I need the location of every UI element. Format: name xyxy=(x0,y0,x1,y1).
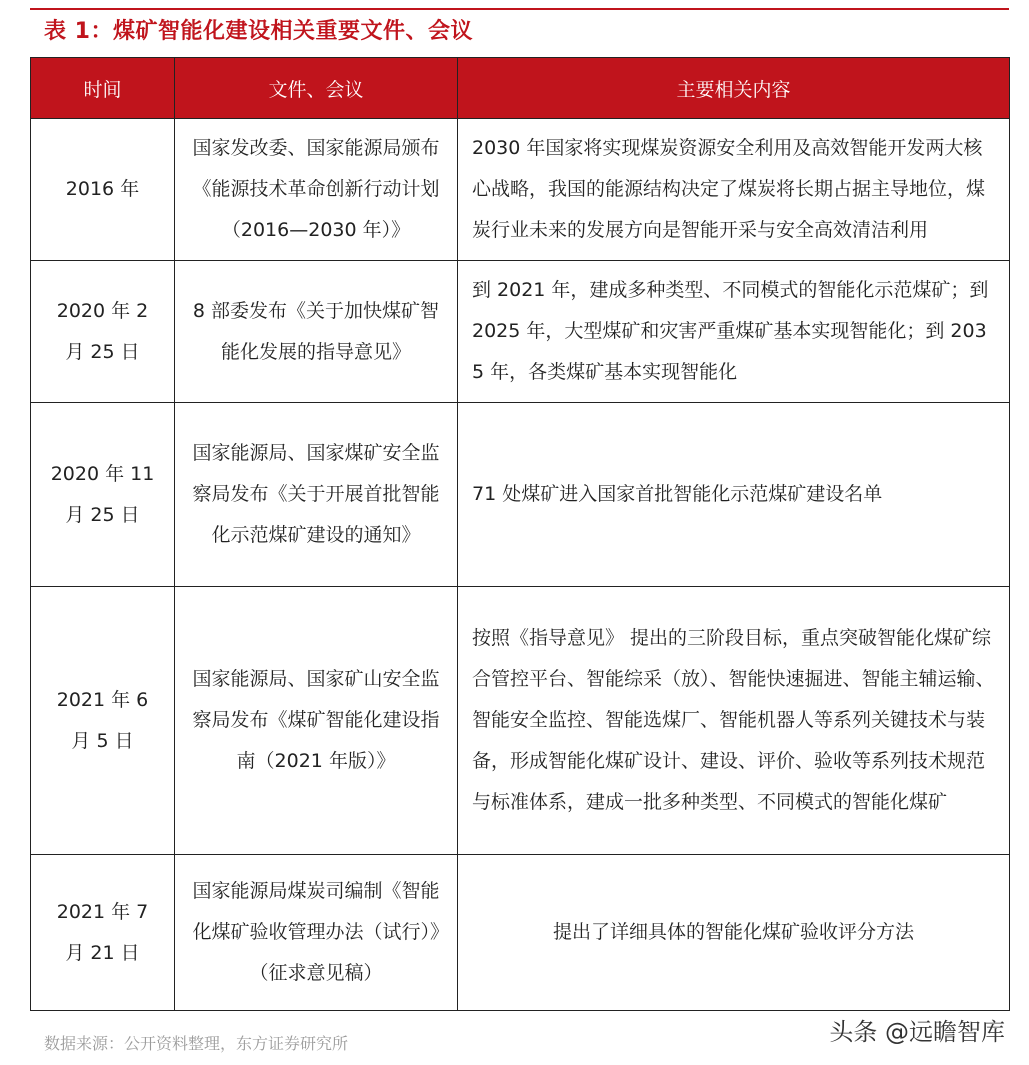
table-row xyxy=(31,261,1010,403)
row-time: 2020 年 11 月 25 日 xyxy=(31,403,175,587)
row-time: 2020 年 2 月 25 日 xyxy=(31,261,175,403)
row-content: 到 2021 年，建成多种类型、不同模式的智能化示范煤矿；到 2025 年，大型煤矿和灾害严重煤矿基本实现智能化；到 2035 年，各类煤矿基本实现智能化 xyxy=(458,261,1010,403)
row-content: 按照《指导意见》 提出的三阶段目标，重点突破智能化煤矿综合管控平台、智能综采（放）、智能快速掘进、智能主辅运输、智能安全监控、智能选煤厂、智能机器人等系列关键技术与装备，形成智能化煤矿设计、建设、评价、验收等系列技术规范与标准体系，建成一批多种类型、不同模式的智能化煤矿 xyxy=(458,587,1010,855)
row-content: 提出了详细具体的智能化煤矿验收评分方法 xyxy=(458,855,1010,1011)
table-title: 表 1：煤矿智能化建设相关重要文件、会议 xyxy=(44,19,473,44)
watermark: 头条 @远瞻智库 xyxy=(829,1018,1005,1046)
header-doc: 文件、会议 xyxy=(175,58,458,119)
row-time: 2021 年 7 月 21 日 xyxy=(31,855,175,1011)
table-row xyxy=(31,855,1010,1011)
header-content: 主要相关内容 xyxy=(458,58,1010,119)
table-row xyxy=(31,403,1010,587)
row-time: 2021 年 6 月 5 日 xyxy=(31,587,175,855)
row-content: 71 处煤矿进入国家首批智能化示范煤矿建设名单 xyxy=(458,403,1010,587)
table-row xyxy=(31,587,1010,855)
title-top-rule xyxy=(30,8,1009,10)
table-header-row xyxy=(31,58,1010,119)
row-doc: 国家能源局、国家煤矿安全监察局发布《关于开展首批智能化示范煤矿建设的通知》 xyxy=(175,403,458,587)
row-doc: 国家能源局、国家矿山安全监察局发布《煤矿智能化建设指南（2021 年版）》 xyxy=(175,587,458,855)
row-doc: 国家能源局煤炭司编制《智能化煤矿验收管理办法（试行）》（征求意见稿） xyxy=(175,855,458,1011)
row-time: 2016 年 xyxy=(31,119,175,261)
row-content: 2030 年国家将实现煤炭资源安全利用及高效智能开发两大核心战略，我国的能源结构决定了煤炭将长期占据主导地位，煤炭行业未来的发展方向是智能开采与安全高效清洁利用 xyxy=(458,119,1010,261)
header-time: 时间 xyxy=(31,58,175,119)
table-row xyxy=(31,119,1010,261)
source-note: 数据来源：公开资料整理，东方证券研究所 xyxy=(44,1034,349,1053)
row-doc: 国家发改委、国家能源局颁布《能源技术革命创新行动计划（2016—2030 年）》 xyxy=(175,119,458,261)
policy-table xyxy=(30,57,1010,1011)
row-doc: 8 部委发布《关于加快煤矿智能化发展的指导意见》 xyxy=(175,261,458,403)
